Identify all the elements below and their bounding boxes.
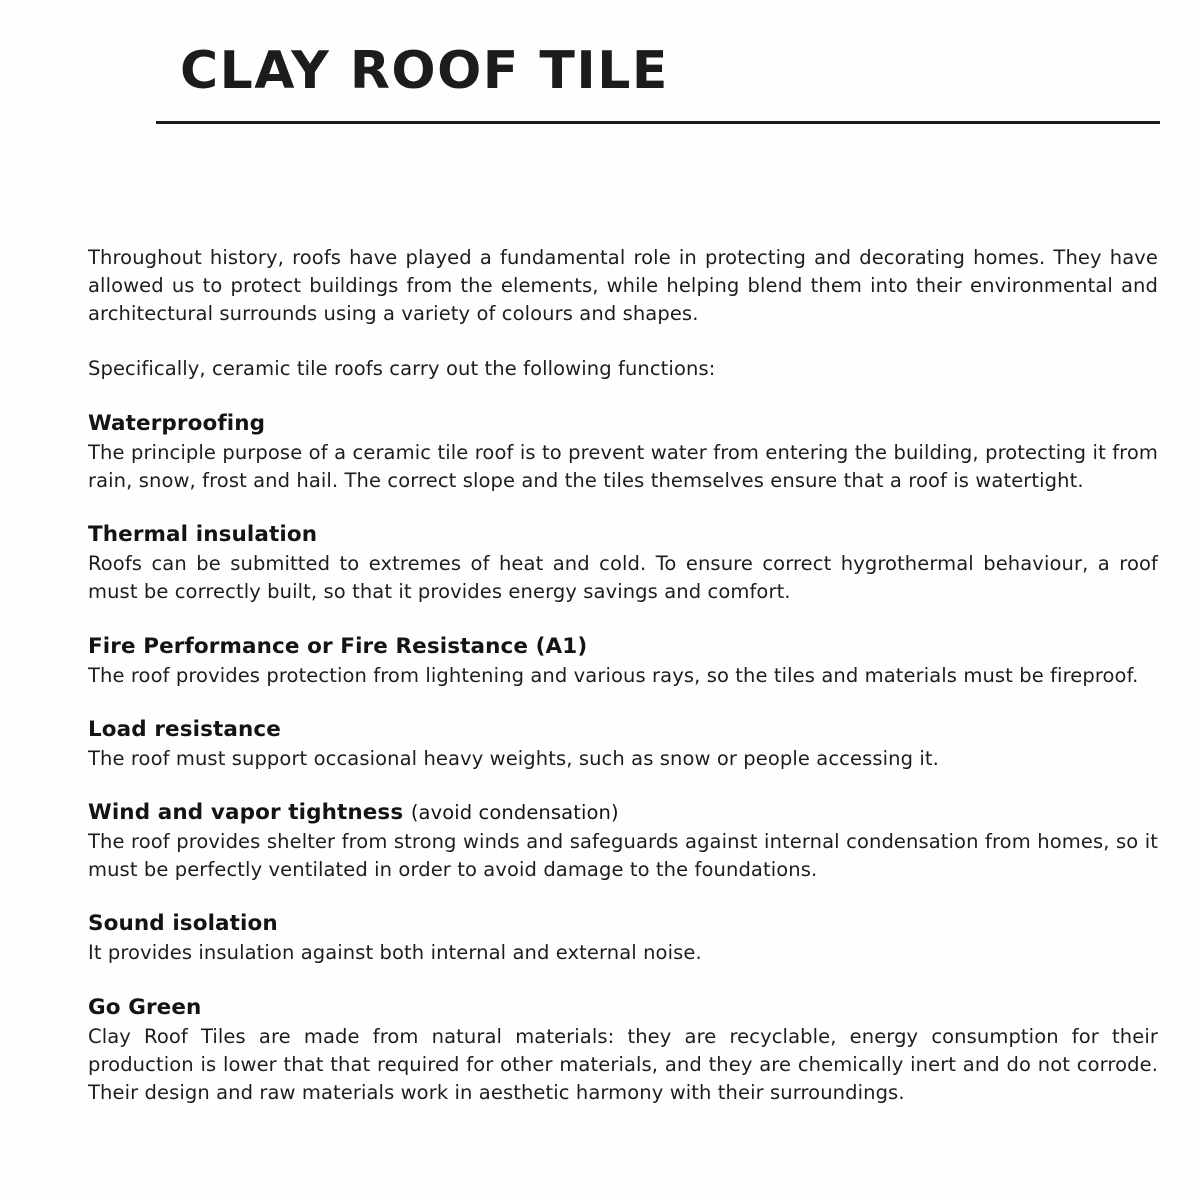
- document-body: [88, 244, 1158, 1107]
- section-heading-text: Wind and vapor tightness: [88, 800, 404, 826]
- section-body: The roof provides shelter from strong winds and safeguards against internal condensation from homes, so it must be perfectly ventilated in order to avoid damage to the foundations.: [88, 830, 1158, 882]
- section-body: The roof provides protection from lightening and various rays, so the tiles and materials must be fireproof.: [88, 663, 1139, 687]
- section-heading: [88, 993, 1158, 1022]
- title-divider: [156, 121, 1160, 124]
- section-body: It provides insulation against both internal and external noise.: [88, 941, 702, 965]
- section-heading-text: Waterproofing: [88, 410, 266, 436]
- page-title: CLAY ROOF TILE: [180, 41, 669, 101]
- section-heading: [88, 715, 1158, 744]
- section-heading: [88, 798, 1158, 827]
- section-heading-text: Go Green: [88, 994, 202, 1020]
- section-thermal-insulation: [88, 520, 1158, 606]
- section-heading: [88, 632, 1158, 661]
- section-sound-isolation: [88, 909, 1158, 967]
- section-heading-text: Load resistance: [88, 716, 281, 742]
- title-block: [156, 41, 1160, 124]
- section-go-green: [88, 993, 1158, 1108]
- section-body: The principle purpose of a ceramic tile roof is to prevent water from entering the building, protecting it from rain, snow, frost and hail. The correct slope and the tiles themselves ensure that a roof is watertight.: [88, 440, 1158, 493]
- section-heading-text: Sound isolation: [88, 911, 278, 937]
- section-wind-vapor-tightness: [88, 798, 1158, 884]
- section-body: The roof must support occasional heavy weights, such as snow or people accessing it.: [88, 746, 939, 770]
- intro-paragraph: Throughout history, roofs have played a fundamental role in protecting and decorating homes. They have allowed us to protect buildings from the elements, while helping blend them into their environmental and architectural surrounds using a variety of colours and shapes.: [88, 246, 1158, 326]
- section-heading: [88, 909, 1158, 938]
- section-body: Roofs can be submitted to extremes of heat and cold. To ensure correct hygrothermal behaviour, a roof must be correctly built, so that it provides energy savings and comfort.: [88, 552, 1158, 604]
- section-body: Clay Roof Tiles are made from natural materials: they are recyclable, energy consumption for their production is lower that that required for other materials, and they are chemically inert and do not corrode. Their design and raw materials work in aesthetic harmony with their surroundings.: [88, 1024, 1158, 1105]
- lead-in-paragraph: Specifically, ceramic tile roofs carry out the following functions:: [88, 356, 716, 380]
- section-heading: [88, 520, 1158, 549]
- section-heading-note: (avoid condensation): [410, 801, 619, 825]
- section-waterproofing: [88, 409, 1158, 495]
- section-heading: [88, 409, 1158, 438]
- section-load-resistance: [88, 715, 1158, 773]
- section-heading-text: Thermal insulation: [88, 522, 318, 548]
- section-fire-performance: [88, 632, 1158, 690]
- section-heading-text: Fire Performance or Fire Resistance (A1): [88, 633, 588, 659]
